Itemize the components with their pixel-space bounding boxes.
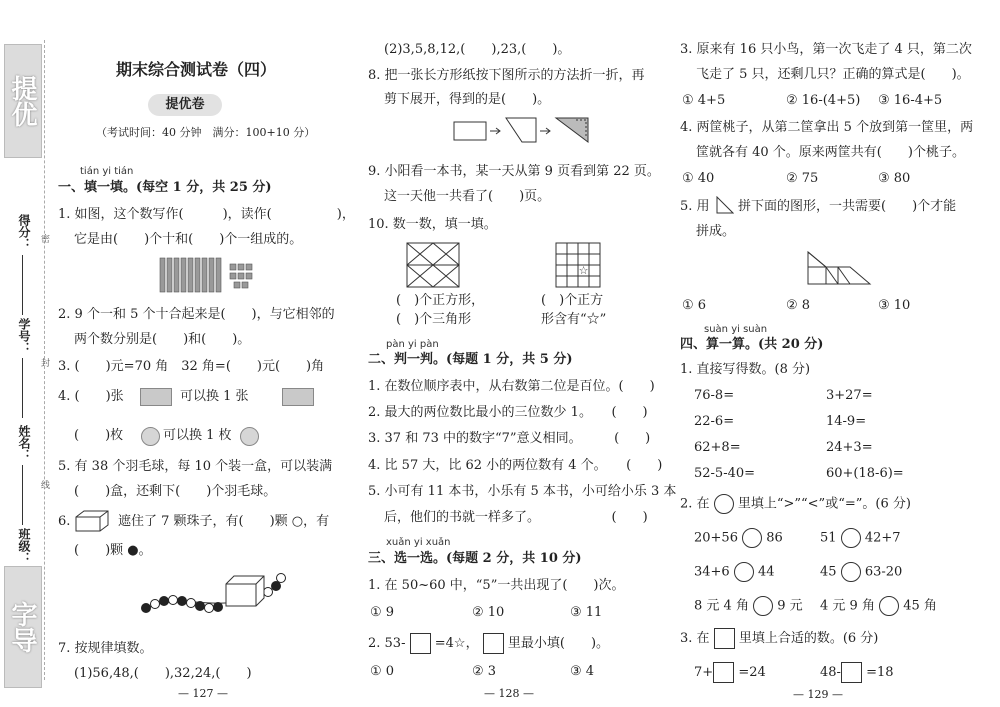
composite-shape-figure — [806, 250, 872, 286]
section-3-pinyin: xuǎn yi xuǎn — [386, 537, 451, 548]
q1-line-1: 1. 如图，这个数写作( )，读作( )， — [58, 207, 355, 222]
fill-item: 48- =18 — [820, 662, 894, 683]
choice-5-option-2: ② 8 — [786, 298, 811, 313]
page-number-127: — 127 — — [178, 687, 228, 700]
math-1-item: 22-6= — [694, 414, 735, 429]
q5-line-2: ( )盒，还剩下( )个羽毛球。 — [74, 484, 277, 499]
math-2-part-b: 里填上“>”“<”或“=”。(6 分) — [737, 496, 911, 512]
page-number-129: — 129 — — [793, 688, 843, 701]
choice-4-option-2: ② 75 — [786, 171, 819, 186]
choice-5-part-a: 5. 用 — [680, 199, 710, 214]
math-2 — [680, 494, 911, 514]
judge-3: 3. 37 和 73 中的数字“7”意义相同。 ( ) — [368, 431, 651, 446]
q8-line-1: 8. 把一张长方形纸按下图所示的方法折一折，再 — [368, 68, 645, 83]
q4-part-d: 可以换 1 枚 — [163, 428, 232, 443]
choice-2-part-c: 里最小填( )。 — [507, 636, 610, 651]
section-4-title: 四、算一算。(共 20 分) — [680, 337, 824, 352]
choice-1-option-1: ① 9 — [370, 605, 395, 620]
choice-2-part-b: =4☆， — [434, 636, 479, 651]
choice-5-option-3: ③ 10 — [878, 298, 911, 313]
q4-part-a: 4. ( )张 — [58, 389, 124, 404]
judge-1: 1. 在数位顺序表中，从右数第二位是百位。( ) — [368, 379, 655, 394]
math-3 — [680, 628, 878, 649]
choice-3-option-1: ① 4+5 — [682, 93, 726, 108]
math-1: 1. 直接写得数。(8 分) — [680, 362, 811, 377]
q4-part-c: ( )枚 — [74, 428, 124, 443]
q10: 10. 数一数，填一填。 — [368, 217, 497, 232]
choice-2-part-a: 2. 53- — [368, 636, 406, 651]
name-label: 姓名： — [17, 425, 31, 461]
coin-image-1 — [141, 427, 160, 446]
svg-text:☆: ☆ — [578, 264, 589, 277]
choice-1-option-3: ③ 11 — [570, 605, 603, 620]
math-1-item: 52-5-40= — [694, 466, 756, 481]
section-3-title: 三、选一选。(每题 2 分，共 10 分) — [368, 551, 582, 566]
math-1-item: 62+8= — [694, 440, 741, 455]
compare-item: 51 42+7 — [820, 528, 901, 548]
math-1-item: 24+3= — [826, 440, 873, 455]
answer-box — [714, 628, 735, 649]
q6-line-2: ( )颗 ●。 — [74, 543, 152, 558]
fill-item: 7+ =24 — [694, 662, 766, 683]
section-4-pinyin: suàn yi suàn — [704, 324, 768, 335]
q2-line-1: 2. 9 个一和 5 个十合起来是( )，与它相邻的 — [58, 307, 335, 322]
math-1-item: 60+(18-6)= — [826, 466, 904, 481]
section-1-title: 一、填一填。(每空 1 分，共 25 分) — [58, 180, 272, 195]
choice-1: 1. 在 50~60 中，“5”一共出现了( )次。 — [368, 578, 625, 593]
triangle-tile-icon — [716, 196, 734, 214]
section-1-pinyin: tián yi tián — [80, 166, 134, 177]
choice-5-option-1: ① 6 — [682, 298, 707, 313]
choice-2-option-1: ① 0 — [370, 664, 395, 679]
q10-triangles-count: ( )个三角形 — [396, 312, 472, 327]
class-label: 班级： — [17, 528, 31, 564]
compare-circle — [714, 494, 734, 514]
fold-mark-3: 线 — [41, 481, 51, 491]
q5-line-1: 5. 有 38 个羽毛球，每 10 个装一盒，可以装满 — [58, 459, 333, 474]
q10-star-squares-2: 形含有“☆” — [541, 312, 607, 327]
page-number-128: — 128 — — [484, 687, 534, 700]
score-line — [22, 255, 23, 315]
compare-item: 45 63-20 — [820, 562, 902, 582]
fold-mark-2: 封 — [41, 359, 51, 369]
judge-5-line-2: 后，他们的书就一样多了。 ( ) — [384, 510, 648, 525]
paper-fold-diagram — [452, 114, 594, 148]
coin-image-2 — [240, 427, 259, 446]
bead-string-diagram — [138, 570, 288, 620]
grid-star-figure — [555, 242, 601, 288]
math-3-part-b: 里填上合适的数。(6 分) — [738, 631, 879, 646]
choice-5-part-b: 拼下面的图形，一共需要( )个才能 — [738, 199, 957, 214]
choice-2-option-2: ② 3 — [472, 664, 497, 679]
q9-line-2: 这一天他一共看了( )页。 — [384, 189, 551, 204]
math-1-item: 3+27= — [826, 388, 873, 403]
q10-squares-count: ( )个正方形， — [396, 293, 485, 308]
compare-item: 20+56 86 — [694, 528, 783, 548]
choice-3-line-2: 飞走了 5 只，还剩几只？正确的算式是( )。 — [696, 67, 970, 82]
choice-2-option-3: ③ 4 — [570, 664, 595, 679]
banknote-image-2 — [282, 388, 314, 406]
judge-4: 4. 比 57 大，比 62 小的两位数有 4 个。 ( ) — [368, 458, 663, 473]
answer-box — [483, 633, 504, 654]
banknote-image-1 — [140, 388, 172, 406]
choice-2 — [368, 633, 609, 654]
choice-4-option-3: ③ 80 — [878, 171, 911, 186]
box-icon — [74, 509, 110, 533]
choice-1-option-2: ② 10 — [472, 605, 505, 620]
q9-line-1: 9. 小阳看一本书，某一天从第 9 页看到第 22 页。 — [368, 164, 660, 179]
exam-info: （考试时间：40 分钟 满分：100+10 分） — [96, 126, 316, 139]
choice-3-line-1: 3. 原来有 16 只小鸟，第一次飞走了 4 只，第二次 — [680, 42, 972, 57]
page-title: 期末综合测试卷（四） — [116, 60, 277, 79]
section-2-pinyin: pàn yi pàn — [386, 339, 439, 350]
q6-number: 6. — [58, 514, 71, 529]
q10-star-squares-1: ( )个正方 — [541, 293, 604, 308]
place-value-blocks — [158, 256, 258, 296]
choice-4-option-1: ① 40 — [682, 171, 715, 186]
q4-part-b: 可以换 1 张 — [180, 389, 249, 404]
judge-2: 2. 最大的两位数比最小的三位数少 1。 ( ) — [368, 405, 648, 420]
name-line — [22, 465, 23, 525]
choice-4-line-1: 4. 两筐桃子，从第二筐拿出 5 个放到第一筐里，两 — [680, 120, 974, 135]
choice-3-option-3: ③ 16-4+5 — [878, 93, 943, 108]
math-1-item: 14-9= — [826, 414, 867, 429]
choice-3-option-2: ② 16-(4+5) — [786, 93, 861, 108]
section-2-title: 二、判一判。(每题 1 分，共 5 分) — [368, 352, 573, 367]
choice-4-line-2: 筐就各有 40 个。原来两筐共有( )个桃子。 — [696, 145, 965, 160]
compare-item: 8 元 4 角 9 元 — [694, 596, 803, 616]
difficulty-badge: 提优卷 — [148, 94, 222, 116]
compare-item: 4 元 9 角 45 角 — [820, 596, 937, 616]
choice-5-line-2: 拼成。 — [696, 224, 736, 239]
q2-line-2: 两个数分别是( )和( )。 — [74, 332, 251, 347]
student-id-line — [22, 358, 23, 418]
q7-part-1: (1)56,48,( ),32,24,( ) — [74, 666, 252, 681]
judge-5-line-1: 5. 小可有 11 本书，小乐有 5 本书，小可给小乐 3 本 — [368, 484, 677, 499]
score-label: 得分： — [17, 214, 31, 250]
compare-item: 34+6 44 — [694, 562, 775, 582]
math-2-part-a: 2. 在 — [680, 496, 710, 512]
q7: 7. 按规律填数。 — [58, 641, 153, 656]
q7-part-2: (2)3,5,8,12,( ),23,( )。 — [384, 42, 571, 57]
brand-logo-bottom: 字导 — [4, 566, 42, 688]
binding-strip — [0, 0, 51, 707]
q3: 3. ( )元=70 角 32 角=( )元( )角 — [58, 359, 325, 374]
answer-box — [410, 633, 431, 654]
fold-mark-1: 密 — [41, 235, 51, 245]
math-3-part-a: 3. 在 — [680, 631, 710, 646]
q6-line-1: 遮住了 7 颗珠子，有( )颗 ○，有 — [118, 514, 330, 529]
q1-line-2: 它是由( )个十和( )个一组成的。 — [74, 232, 303, 247]
q8-line-2: 剪下展开，得到的是( )。 — [384, 92, 551, 107]
square-triangle-figure — [406, 242, 460, 288]
brand-logo-top: 提优 — [4, 44, 42, 158]
math-1-item: 76-8= — [694, 388, 735, 403]
student-id-label: 学号： — [17, 318, 31, 354]
